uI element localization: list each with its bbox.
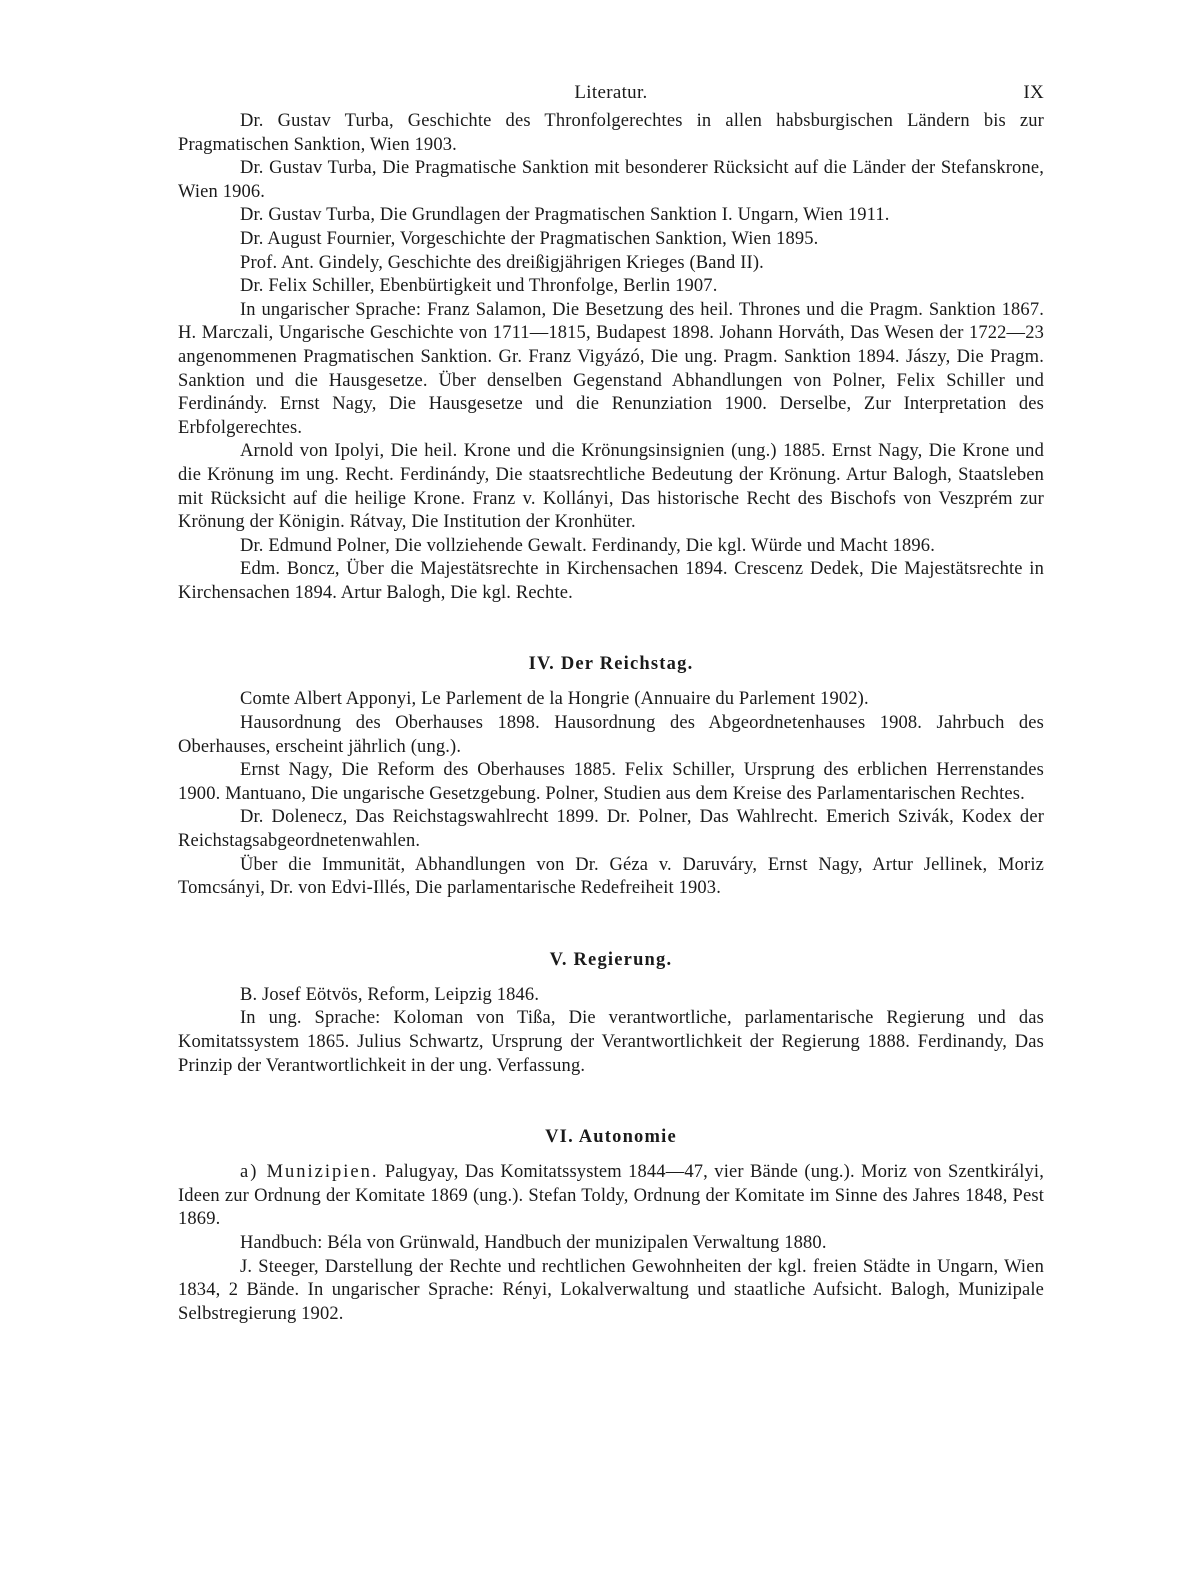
subsection-label: a) Munizipien. <box>240 1162 379 1183</box>
running-title: Literatur. <box>574 82 648 103</box>
bibliography-entry: Dr. Dolenecz, Das Reichstagswahlrecht 1899. Dr. Polner, Das Wahlrecht. Emerich Szivák, Kodex der Reichstagsabgeordnetenwahlen. <box>178 807 1044 852</box>
bibliography-entry: Handbuch: Béla von Grünwald, Handbuch der munizipalen Verwaltung 1880. <box>240 1232 827 1253</box>
literature-list-regierung <box>178 984 1044 1078</box>
bibliography-entry: Arnold von Ipolyi, Die heil. Krone und die Krönungsinsignien (ung.) 1885. Ernst Nagy, Die Krone und die Krönung im ung. Recht. Ferdinándy, Die staatsrechtliche Bedeutung der Krönung. Artur Balogh, Staatsleben mit Rücksicht auf die heilige Krone. Franz v. Kollányi, Das historische Recht des Bischofs von Veszprém zur Krönung der Königin. Rátvay, Die Institution der Kronhüter. <box>178 441 1044 533</box>
literature-list-reichstag <box>178 688 1044 900</box>
bibliography-entry: B. Josef Eötvös, Reform, Leipzig 1846. <box>240 984 540 1005</box>
bibliography-entry: Dr. Gustav Turba, Die Grundlagen der Pragmatischen Sanktion I. Ungarn, Wien 1911. <box>240 205 890 226</box>
section-heading-autonomie: VI. Autonomie <box>545 1127 677 1148</box>
bibliography-entry: Dr. August Fournier, Vorgeschichte der Pragmatischen Sanktion, Wien 1895. <box>240 228 819 249</box>
section-heading-reichstag: IV. Der Reichstag. <box>528 654 694 675</box>
bibliography-entry: Dr. Felix Schiller, Ebenbürtigkeit und Thronfolge, Berlin 1907. <box>240 276 718 297</box>
page-number: IX <box>1023 82 1044 103</box>
bibliography-entry: J. Steeger, Darstellung der Rechte und rechtlichen Gewohnheiten der kgl. freien Städte in Ungarn, Wien 1834, 2 Bände. In ungarischer Sprache: Rényi, Lokalverwaltung und staatliche Aufsicht. Balogh, Munizipale Selbstregierung 1902. <box>178 1256 1044 1324</box>
bibliography-entry: Dr. Gustav Turba, Die Pragmatische Sanktion mit besonderer Rücksicht auf die Länder der Stefanskrone, Wien 1906. <box>178 158 1044 202</box>
bibliography-entry: Über die Immunität, Abhandlungen von Dr. Géza v. Daruváry, Ernst Nagy, Artur Jellinek, Moriz Tomcsányi, Dr. von Edvi-Illés, Die parlamentarische Redefreiheit 1903. <box>178 854 1044 899</box>
bibliography-entry-munizipien <box>178 1161 1044 1232</box>
document-page <box>178 78 1044 1326</box>
bibliography-entry: Prof. Ant. Gindely, Geschichte des dreißigjährigen Krieges (Band II). <box>240 252 764 273</box>
bibliography-entry: In ungarischer Sprache: Franz Salamon, Die Besetzung des heil. Thrones und die Pragm. Sanktion 1867. H. Marczali, Ungarische Geschichte von 1711—1815, Budapest 1898. Johann Horváth, Das Wesen der 1722—23 angenommenen Pragmatischen Sanktion. Gr. Franz Vigyázó, Die ung. Pragm. Sanktion 1894. Jászy, Die Pragm. Sanktion und die Hausgesetze. Über denselben Gegenstand Abhandlungen von Polner, Felix Schiller und Ferdinándy. Ernst Nagy, Die Hausgesetze und die Renunziation 1900. Derselbe, Zur Interpretation des Erbfolgerechtes. <box>178 299 1044 438</box>
bibliography-entry: Comte Albert Apponyi, Le Parlement de la Hongrie (Annuaire du Parlement 1902). <box>240 689 869 710</box>
entry-text: Palugyay, Das Komitatssystem 1844—47, vier Bände (ung.). Moriz von Szentkirályi, Ideen zur Ordnung der Komitate 1869 (ung.). Stefan Toldy, Ordnung der Komitate im Sinne des Jahres 1848, Pest 1869. <box>178 1162 1044 1230</box>
literature-list-intro <box>178 110 1044 605</box>
bibliography-entry: Dr. Gustav Turba, Geschichte des Thronfolgerechtes in allen habsburgischen Ländern bis zur Pragmatischen Sanktion, Wien 1903. <box>178 111 1044 155</box>
section-heading-regierung: V. Regierung. <box>549 949 673 970</box>
bibliography-entry: Hausordnung des Oberhauses 1898. Hausordnung des Abgeordnetenhauses 1908. Jahrbuch des Oberhauses, erscheint jährlich (ung.). <box>178 713 1044 757</box>
literature-list-autonomie <box>178 1161 1044 1326</box>
bibliography-entry: Edm. Boncz, Über die Majestätsrechte in Kirchensachen 1894. Crescenz Dedek, Die Majestätsrechte in Kirchensachen 1894. Artur Balogh, Die kgl. Rechte. <box>178 559 1044 603</box>
bibliography-entry: In ung. Sprache: Koloman von Tißa, Die verantwortliche, parlamentarische Regierung und das Komitatssystem 1865. Julius Schwartz, Ursprung der Verantwortlichkeit der Regierung 1888. Ferdinandy, Das Prinzip der Verantwortlichkeit in der ung. Verfassung. <box>178 1008 1044 1076</box>
bibliography-entry: Ernst Nagy, Die Reform des Oberhauses 1885. Felix Schiller, Ursprung des erblichen Herrenstandes 1900. Mantuano, Die ungarische Gesetzgebung. Polner, Studien aus dem Kreise des Parlamentarischen Rechtes. <box>178 760 1044 804</box>
bibliography-entry: Dr. Edmund Polner, Die vollziehende Gewalt. Ferdinandy, Die kgl. Würde und Macht 1896. <box>240 535 935 556</box>
running-head <box>178 78 1044 110</box>
